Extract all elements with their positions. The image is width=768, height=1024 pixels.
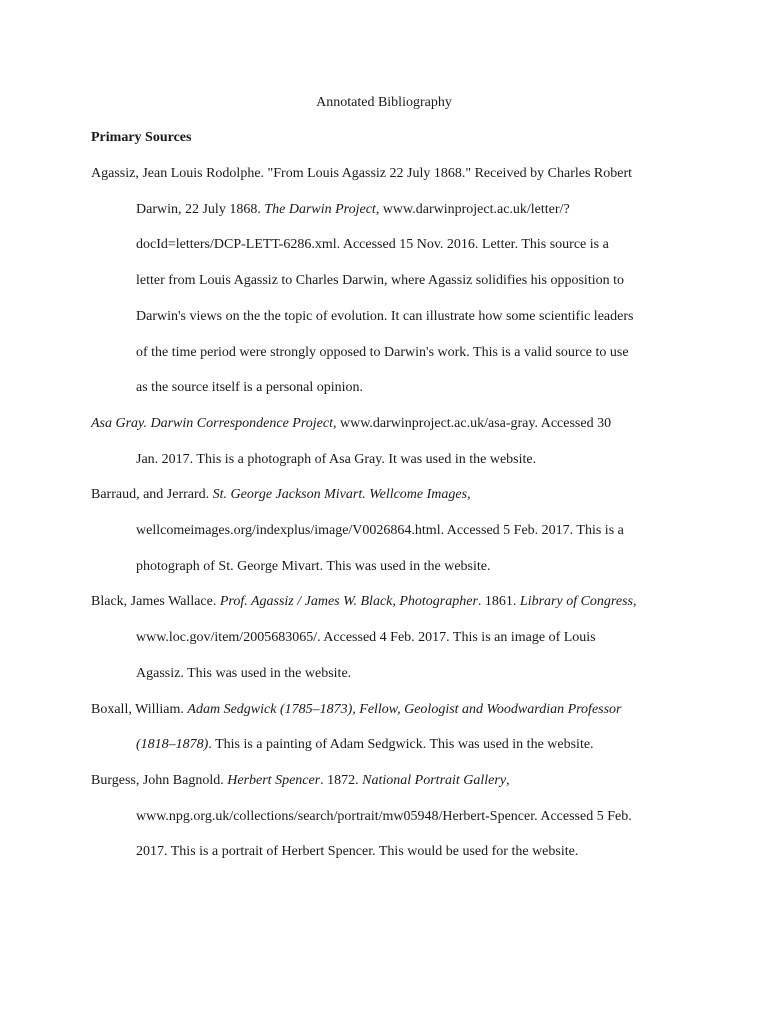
- entry-text: Darwin's views on the the topic of evolution. It can illustrate how some scientific leaders: [136, 309, 634, 324]
- entry-line: [136, 200, 570, 220]
- entry-line: [136, 450, 536, 470]
- entry-text: Boxall, William.: [91, 702, 188, 717]
- entry-line: [136, 343, 629, 363]
- italic-text: Asa Gray. Darwin Correspondence Project: [91, 416, 333, 431]
- entry-line: [136, 378, 363, 398]
- entry-text: Burgess, John Bagnold.: [91, 773, 228, 788]
- entry-text: . This is a painting of Adam Sedgwick. This was used in the website.: [208, 737, 594, 752]
- entry-text: Black, James Wallace.: [91, 594, 220, 609]
- italic-text: Adam Sedgwick (1785–1873), Fellow, Geologist and Woodwardian Professor: [187, 702, 622, 717]
- entry-line: [136, 842, 578, 862]
- italic-text: (1818–1878): [136, 737, 209, 752]
- entry-line: [91, 771, 510, 791]
- entry-text: 2017. This is a portrait of Herbert Spencer. This would be used for the website.: [136, 844, 579, 859]
- entry-text: Agassiz. This was used in the website.: [136, 666, 352, 681]
- entry-text: . 1861.: [477, 594, 520, 609]
- italic-text: The Darwin Project: [264, 202, 376, 217]
- entry-line: [136, 235, 609, 255]
- entry-line: [91, 164, 632, 184]
- entry-text: , www.darwinproject.ac.uk/asa-gray. Accessed 30: [333, 416, 612, 431]
- entry-line: [91, 414, 611, 434]
- section-heading: Primary Sources: [91, 130, 192, 145]
- entry-line: [91, 700, 622, 720]
- entry-line: [136, 557, 490, 577]
- entry-text: Agassiz, Jean Louis Rodolphe. "From Louis Agassiz 22 July 1868." Received by Charles Robert: [91, 166, 633, 181]
- italic-text: National Portrait Gallery: [362, 773, 507, 788]
- entry-line: [136, 271, 624, 291]
- entry-text: Darwin, 22 July 1868.: [136, 202, 265, 217]
- entry-text: www.npg.org.uk/collections/search/portrait/mw05948/Herbert-Spencer. Accessed 5 Feb.: [136, 809, 632, 824]
- entry-line: [136, 664, 351, 684]
- entry-text: Jan. 2017. This is a photograph of Asa Gray. It was used in the website.: [136, 452, 537, 467]
- entry-text: , www.darwinproject.ac.uk/letter/?: [375, 202, 570, 217]
- entry-line: [91, 485, 471, 505]
- entry-text: ,: [632, 594, 637, 609]
- entry-text: Barraud, and Jerrard.: [91, 487, 213, 502]
- document-title: Annotated Bibliography: [316, 95, 452, 110]
- entry-line: [136, 735, 594, 755]
- entry-line: [136, 307, 633, 327]
- entry-text: as the source itself is a personal opinion.: [136, 380, 364, 395]
- entry-text: ,: [506, 773, 510, 788]
- entry-line: [136, 521, 624, 541]
- entry-text: wellcomeimages.org/indexplus/image/V0026864.html. Accessed 5 Feb. 2017. This is a: [136, 523, 624, 538]
- italic-text: Library of Congress: [519, 594, 633, 609]
- entry-line: [136, 807, 632, 827]
- entry-text: . 1872.: [320, 773, 363, 788]
- entry-text: ,: [467, 487, 471, 502]
- italic-text: Prof. Agassiz / James W. Black, Photographer: [219, 594, 478, 609]
- italic-text: Herbert Spencer: [227, 773, 321, 788]
- entry-text: www.loc.gov/item/2005683065/. Accessed 4 Feb. 2017. This is an image of Louis: [136, 630, 596, 645]
- entry-text: docId=letters/DCP-LETT-6286.xml. Accessed 15 Nov. 2016. Letter. This source is a: [136, 237, 609, 252]
- entry-text: letter from Louis Agassiz to Charles Darwin, where Agassiz solidifies his opposition to: [136, 273, 624, 288]
- entry-line: [136, 628, 596, 648]
- entry-text: photograph of St. George Mivart. This was used in the website.: [136, 559, 491, 574]
- entry-line: [91, 592, 636, 612]
- entry-text: of the time period were strongly opposed to Darwin's work. This is a valid source to use: [136, 345, 629, 360]
- italic-text: St. George Jackson Mivart. Wellcome Images: [212, 487, 468, 502]
